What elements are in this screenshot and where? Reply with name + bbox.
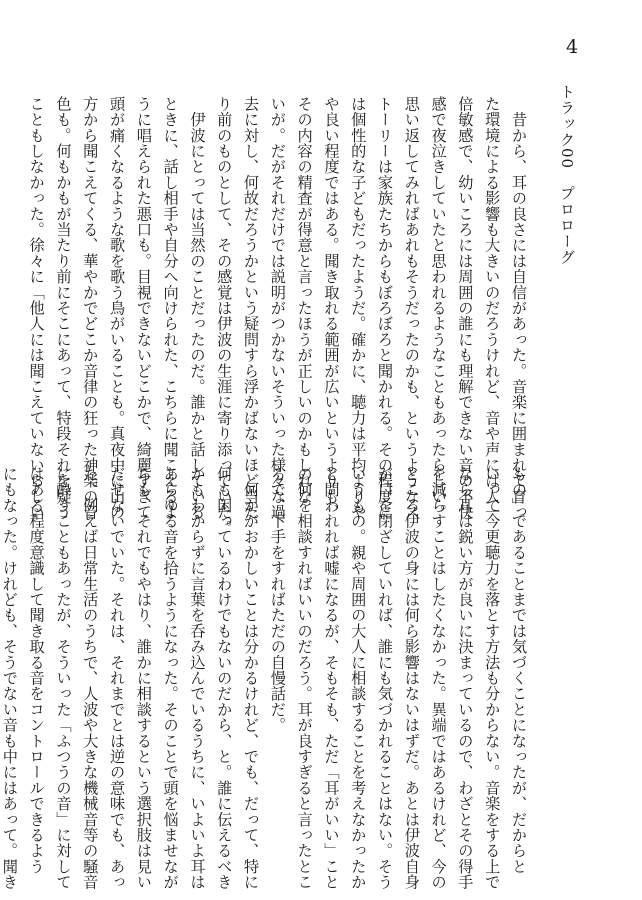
text-line: らも、それでもやはり、誰かに相談するという選択肢は見い — [134, 466, 153, 890]
text-line: トーリーは家族たちからもぼろぼろと聞かれる。その程度に — [376, 96, 395, 520]
text-line: た環境による影響も大きいのだろうけれど、音や声には人一 — [483, 96, 502, 520]
chapter-title: トラック00 プロローグ — [558, 84, 576, 266]
text-line: いが。だがそれだけでは説明がつかないそういった様々な過 — [268, 96, 287, 520]
text-line: 方から聞こえてくる、華やかでどこか音律の狂った神楽の音 — [81, 96, 100, 520]
text-line: にもなった。けれども、そうでない音も中にはあって。聞き — [0, 466, 19, 890]
text-line: 倍敏感で、幼いころには周囲の誰にも理解できない音の不快 — [456, 96, 475, 520]
text-line: と問われれば嘘になるが、そもそも、ただ「耳がいい」こと — [322, 466, 341, 890]
text-line: り前のものとして、その感覚は伊波の生涯に寄り添っていた。 — [215, 96, 234, 536]
text-line: 昔から、耳の良さには自信があった。音楽に囲まれて育っ — [510, 96, 528, 520]
text-line: 頭が痛くなるような歌を歌う鳥がいることも。真夜中に山の — [108, 96, 127, 520]
lower-text-block — [0, 466, 532, 890]
text-line: うに唱えられた悪口も。目視できないどこかで、綺麗すぎて — [134, 96, 153, 520]
text-line: ろで、下手をすればただの自慢話だ。 — [268, 466, 287, 733]
text-line: かもわからずに言葉を呑み込んでいるうちに、いよいよ耳は — [188, 466, 207, 890]
text-line: 何かがおかしいことは分かるけれど、でも、だって、特に — [242, 466, 261, 890]
text-line: もの」であることまでは気づくことになったが、だからと — [510, 466, 528, 875]
text-line: に酔うこともあったが、そういった「ふつうの音」に対して — [54, 466, 73, 890]
text-line: が口を閉ざしていれば、誰にも気づかれることはない。そう — [376, 466, 395, 890]
text-line: 感で夜泣きしていたと思われるようなこともあったらしい。 — [429, 96, 448, 520]
text-line: や良い程度ではある。聞き取れる範囲が広いというよりも、 — [322, 96, 341, 520]
text-line: 思い返してみればあれもそうだったのかも、というようなス — [402, 96, 421, 520]
text-line: た。例えば日常生活のうちで、人波や大きな機械音等の騒音 — [81, 466, 100, 890]
text-line: その内容の精査が得意と言ったほうが正しいのかもしれな — [295, 96, 314, 505]
text-line: いって今更聴力を落とす方法も分からない。音楽をする上で — [483, 466, 502, 890]
text-line: こともしなかった。徐々に「他人には聞こえていないらしい — [27, 96, 46, 520]
text-line: は個性的な子どもだったようだ。確かに、聴力は平均よりや — [349, 96, 368, 520]
upper-text-block — [27, 96, 532, 536]
text-line: ところ伊波の身には何ら影響はないはずだ。あとは伊波自身 — [402, 466, 421, 890]
text-line: 色も。何もかもが当たり前にそこにあって、特段それを疑う — [54, 96, 73, 520]
text-line: はある程度意識して聞き取る音をコントロールできるよう — [27, 466, 46, 875]
text-line: を減らすことはしたくなかった。異端ではあるけれど、今の — [429, 466, 448, 890]
text-line: ときに、話し相手や自分へ向けられた、こちらに聞こえるよ — [161, 96, 180, 520]
text-line: だせないでいた。それは、それまでとは逆の意味でも、あっ — [108, 466, 127, 890]
text-line: の何を相談すればいいのだろう。耳が良すぎると言ったとこ — [295, 466, 314, 890]
text-line: 何も困っているわけでもないのだから、と。誰に伝えるべき — [215, 466, 234, 890]
text-line: なら耳は鋭い方が良いに決まっているので、わざとその得手 — [456, 466, 475, 890]
text-line: 去に対し、何故だろうかという疑問すら浮かばないほど当た — [242, 96, 261, 520]
text-line: あらゆる音を拾うようになった。そのことで頭を悩ませなが — [161, 466, 180, 890]
page-number: 4 — [566, 36, 579, 58]
text-line: 伊波にとっては当然のことだったのだ。誰かと話している — [188, 96, 207, 520]
text-line: いうもの。親や周囲の大人に相談することを考えなかったか — [349, 466, 368, 890]
